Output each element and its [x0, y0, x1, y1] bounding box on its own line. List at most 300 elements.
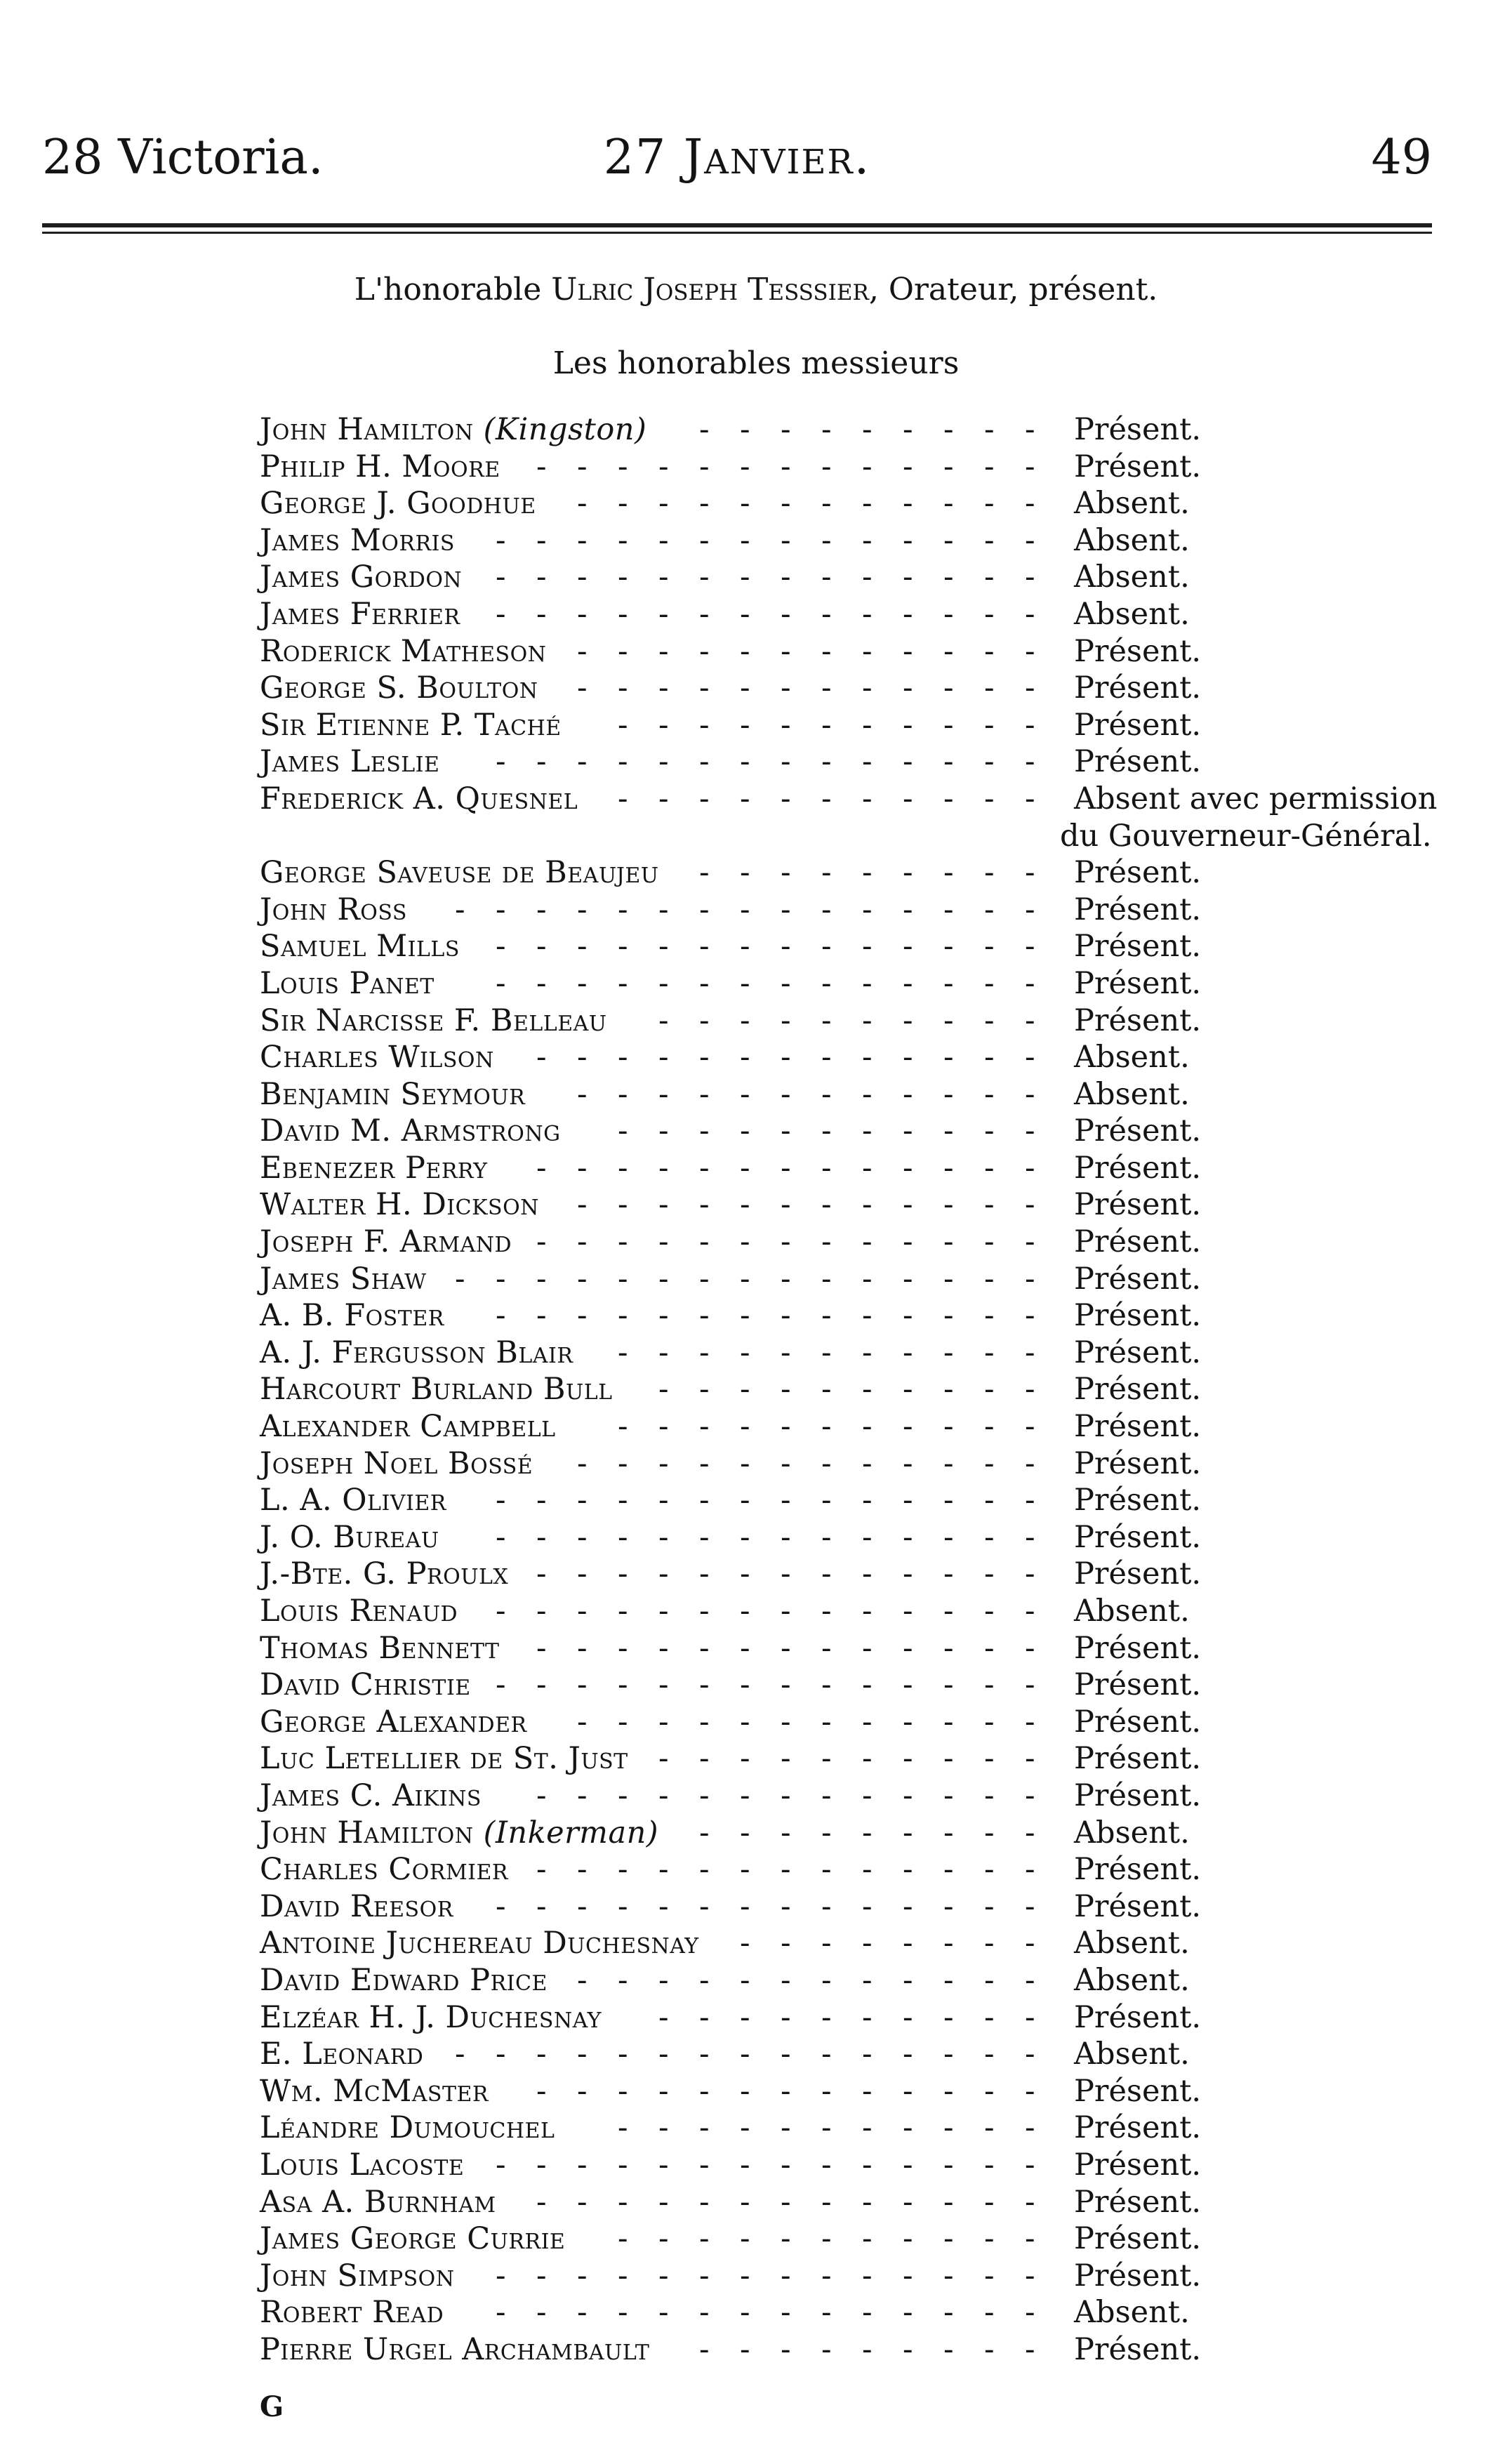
leader-dash: -	[1025, 929, 1035, 965]
leader-dash: -	[821, 929, 832, 965]
leader-dash: -	[821, 1777, 832, 1813]
leader-dash: -	[658, 1852, 669, 1888]
attendance-row	[260, 1999, 1467, 2037]
leader-dash: -	[699, 2295, 710, 2331]
leader-dash: -	[1025, 855, 1035, 891]
leader-dash: -	[1025, 2184, 1035, 2220]
leader-dash: -	[536, 2037, 547, 2072]
leader-dash: -	[658, 1630, 669, 1666]
leader-dash: -	[862, 744, 873, 780]
leader-dash: -	[821, 1888, 832, 1924]
leader-dash: -	[943, 1852, 954, 1888]
leader-dash: -	[903, 2331, 913, 2367]
member-name	[260, 2110, 555, 2147]
leader-dash: -	[781, 1150, 791, 1186]
leader-dash: -	[536, 1483, 547, 1518]
attendance-status: Présent.	[1074, 1261, 1202, 1297]
leader-dash: -	[699, 1335, 710, 1370]
leader-dash: -	[658, 1483, 669, 1518]
leader-dash: -	[781, 2221, 791, 2257]
leader-dash: -	[903, 522, 913, 558]
members-list	[260, 411, 1467, 2368]
leader-dash: -	[618, 1040, 628, 1075]
leader-dash: -	[455, 892, 465, 927]
attendance-row	[260, 2258, 1467, 2295]
leader-dash: -	[699, 1556, 710, 1592]
attendance-row	[260, 2184, 1467, 2221]
leader-dash: -	[1025, 1888, 1035, 1924]
leader-dash: -	[984, 892, 995, 927]
leader-dash: -	[699, 929, 710, 965]
member-name	[260, 559, 462, 596]
leader-dash: -	[984, 2221, 995, 2257]
attendance-row	[260, 1925, 1467, 1962]
leader-dash: -	[658, 1335, 669, 1370]
leader-dash: -	[658, 596, 669, 632]
leader-dash: -	[862, 1741, 873, 1777]
leader-dash: -	[658, 1556, 669, 1592]
leader-dash: -	[1025, 1962, 1035, 1998]
member-name-text: James Leslie	[260, 744, 440, 780]
leader-dash: -	[903, 1962, 913, 1998]
leader-dash: -	[862, 1556, 873, 1592]
member-name-text: David Christie	[260, 1667, 471, 1703]
member-name-text: James C. Aikins	[260, 1777, 482, 1813]
leader-dash: -	[903, 596, 913, 632]
attendance-row	[260, 559, 1467, 596]
leader-dash: -	[781, 781, 791, 816]
attendance-row	[260, 2220, 1467, 2258]
leader-dash: -	[740, 522, 750, 558]
leader-dash: -	[903, 707, 913, 743]
leader-dash: -	[781, 1888, 791, 1924]
leader-dash: -	[903, 1556, 913, 1592]
member-name-text: A. J. Fergusson Blair	[260, 1335, 573, 1370]
attendance-status: Présent.	[1074, 2221, 1202, 2257]
attendance-status: Absent.	[1074, 522, 1190, 558]
leader-dash: -	[821, 1667, 832, 1703]
leader-dash: -	[1025, 559, 1035, 595]
leader-dash: -	[496, 2037, 506, 2072]
leader-dash: -	[658, 559, 669, 595]
leader-dash: -	[536, 1630, 547, 1666]
leader-dash: -	[943, 449, 954, 484]
leader-dash: -	[658, 2110, 669, 2146]
leader-dash: -	[618, 1852, 628, 1888]
leader-dash: -	[984, 2037, 995, 2072]
leader-dash: -	[781, 522, 791, 558]
leader-dash: -	[821, 2110, 832, 2146]
leader-dash: -	[862, 1298, 873, 1334]
leader-dash: -	[862, 781, 873, 816]
leader-dash: -	[496, 1888, 506, 1924]
leader-dash: -	[862, 1150, 873, 1186]
leader-dash: -	[658, 965, 669, 1001]
leader-dash: -	[618, 1777, 628, 1813]
attendance-row	[260, 1150, 1467, 1187]
leader-dash: -	[455, 1261, 465, 1297]
leader-dash: -	[821, 2184, 832, 2220]
leader-dash: -	[903, 855, 913, 891]
leader-dash: -	[496, 744, 506, 780]
leader-dash: -	[903, 965, 913, 1001]
leader-dash: -	[943, 2258, 954, 2293]
leader-dash: -	[821, 2221, 832, 2257]
member-name-text: John Simpson	[260, 2258, 455, 2293]
leader-dash: -	[862, 1261, 873, 1297]
leader-dash: -	[496, 522, 506, 558]
leader-dash: -	[618, 2221, 628, 2257]
attendance-status: Présent.	[1074, 1445, 1202, 1481]
leader-dash: -	[943, 2110, 954, 2146]
leader-dash: -	[536, 1298, 547, 1334]
leader-dash: -	[943, 2073, 954, 2109]
member-name	[260, 1186, 539, 1224]
leader-dash: -	[699, 522, 710, 558]
leader-dash: -	[1025, 1999, 1035, 2035]
member-name-text: Sir Etienne P. Taché	[260, 707, 562, 743]
leader-dash: -	[618, 1556, 628, 1592]
leader-dash: -	[740, 449, 750, 484]
leader-dash: -	[1025, 2147, 1035, 2183]
leader-dash: -	[618, 1261, 628, 1297]
member-name	[260, 1740, 628, 1777]
leader-dash: -	[821, 1815, 832, 1850]
leader-dash: -	[984, 2147, 995, 2183]
leader-dash: -	[862, 412, 873, 447]
leader-dash: -	[903, 670, 913, 706]
leader-dash: -	[1025, 1667, 1035, 1703]
leader-dash: -	[740, 1150, 750, 1186]
member-name	[260, 596, 460, 633]
leader-dash: -	[862, 1002, 873, 1038]
leader-dash: -	[943, 1298, 954, 1334]
leader-dash: -	[658, 1519, 669, 1555]
member-name	[260, 449, 500, 486]
leader-dash: -	[536, 1224, 547, 1260]
leader-dash: -	[577, 1445, 588, 1481]
leader-dash: -	[577, 1594, 588, 1629]
member-name	[260, 2294, 444, 2331]
leader-dash: -	[984, 1815, 995, 1850]
leader-dash: -	[1025, 1483, 1035, 1518]
leader-dash: -	[536, 522, 547, 558]
leader-dash: -	[984, 2295, 995, 2331]
leader-dash: -	[821, 1335, 832, 1370]
leader-dash: -	[536, 1667, 547, 1703]
leader-dash: -	[943, 670, 954, 706]
member-name	[260, 1593, 458, 1630]
leader-dash: -	[536, 449, 547, 484]
member-name	[260, 522, 455, 559]
leader-dash: -	[699, 965, 710, 1001]
leader-dash: -	[740, 1777, 750, 1813]
leader-dash: -	[618, 633, 628, 669]
leader-dash: -	[1025, 1741, 1035, 1777]
leader-dash: -	[577, 1150, 588, 1186]
leader-dash: -	[984, 1113, 995, 1149]
leader-dash: -	[699, 1445, 710, 1481]
attendance-status: Présent.	[1074, 1409, 1202, 1445]
leader-dash: -	[984, 2331, 995, 2367]
leader-dash: -	[984, 1409, 995, 1445]
leader-dash: -	[862, 1335, 873, 1370]
leader-dash: -	[658, 2037, 669, 2072]
member-name-text: Ebenezer Perry	[260, 1150, 488, 1186]
leader-dash: -	[821, 781, 832, 816]
leader-dash: -	[1025, 633, 1035, 669]
leader-dash: -	[658, 781, 669, 816]
attendance-status: Absent.	[1074, 2037, 1190, 2072]
leader-dash: -	[821, 412, 832, 447]
leader-dash: -	[821, 744, 832, 780]
leader-dash: -	[1025, 707, 1035, 743]
leader-dash: -	[740, 2110, 750, 2146]
leader-dash: -	[658, 1113, 669, 1149]
members-subheading: Les honorables messieurs	[552, 345, 960, 381]
leader-dash: -	[862, 449, 873, 484]
leader-dash: -	[781, 2331, 791, 2367]
leader-dash: -	[658, 1594, 669, 1629]
running-header	[42, 126, 1432, 190]
leader-dash: -	[1025, 965, 1035, 1001]
leader-dash: -	[577, 1076, 588, 1112]
leader-dash: -	[658, 2073, 669, 2109]
member-name-text: Joseph F. Armand	[260, 1224, 512, 1260]
attendance-status: Présent.	[1074, 1372, 1202, 1408]
leader-dash: -	[862, 892, 873, 927]
leader-dash: -	[658, 1888, 669, 1924]
leader-dash: -	[862, 633, 873, 669]
leader-dash: -	[740, 1076, 750, 1112]
attendance-row	[260, 781, 1467, 818]
leader-dash: -	[740, 1224, 750, 1260]
leader-dash: -	[740, 1187, 750, 1223]
leader-dash: -	[943, 1777, 954, 1813]
leader-dash: -	[740, 1926, 750, 1961]
member-name-text: James Shaw	[260, 1261, 427, 1297]
leader-dash: -	[943, 965, 954, 1001]
leader-dash: -	[699, 1704, 710, 1740]
leader-dash: -	[781, 633, 791, 669]
attendance-row	[260, 1556, 1467, 1593]
leader-dash: -	[699, 596, 710, 632]
leader-dash: -	[984, 1926, 995, 1961]
leader-dash: -	[781, 1483, 791, 1518]
attendance-status: Présent.	[1074, 1002, 1202, 1038]
leader-dash: -	[1025, 2331, 1035, 2367]
leader-dash: -	[903, 1667, 913, 1703]
leader-dash: -	[618, 1076, 628, 1112]
attendance-row	[260, 1224, 1467, 1261]
leader-dash: -	[943, 1594, 954, 1629]
leader-dash: -	[984, 781, 995, 816]
leader-dash: -	[862, 596, 873, 632]
leader-dash: -	[984, 1852, 995, 1888]
leader-dash: -	[862, 2221, 873, 2257]
speaker-prefix: L'honorable	[354, 272, 542, 307]
leader-dash: -	[618, 486, 628, 522]
leader-dash: -	[699, 1962, 710, 1998]
member-name-text: George Saveuse de Beaujeu	[260, 855, 659, 891]
leader-dash: -	[781, 1002, 791, 1038]
leader-dash: -	[618, 1150, 628, 1186]
leader-dash: -	[862, 1704, 873, 1740]
leader-dash: -	[862, 965, 873, 1001]
leader-dash: -	[943, 1076, 954, 1112]
leader-dash: -	[862, 1409, 873, 1445]
member-name	[260, 1297, 444, 1335]
leader-dash: -	[781, 707, 791, 743]
leader-dash: -	[536, 744, 547, 780]
leader-dash: -	[781, 892, 791, 927]
leader-dash: -	[496, 965, 506, 1001]
leader-dash: -	[984, 1667, 995, 1703]
leader-dash: -	[943, 596, 954, 632]
leader-dash: -	[862, 1667, 873, 1703]
leader-dash: -	[496, 929, 506, 965]
attendance-status: Absent.	[1074, 559, 1190, 595]
leader-dash: -	[821, 707, 832, 743]
leader-dash: -	[658, 707, 669, 743]
leader-dash: -	[903, 1999, 913, 2035]
member-name-text: Frederick A. Quesnel	[260, 781, 578, 816]
attendance-row	[260, 854, 1467, 892]
leader-dash: -	[862, 1630, 873, 1666]
leader-dash: -	[577, 892, 588, 927]
attendance-row	[260, 1482, 1467, 1519]
leader-dash: -	[943, 1519, 954, 1555]
member-name-text: L. A. Olivier	[260, 1483, 446, 1518]
attendance-row	[260, 707, 1467, 744]
leader-dash: -	[658, 1741, 669, 1777]
attendance-status: Présent.	[1074, 892, 1202, 927]
leader-dash: -	[862, 1372, 873, 1408]
leader-dash: -	[943, 1483, 954, 1518]
leader-dash: -	[903, 2037, 913, 2072]
leader-dash: -	[862, 522, 873, 558]
leader-dash: -	[903, 559, 913, 595]
leader-dash: -	[781, 596, 791, 632]
leader-dash: -	[862, 670, 873, 706]
leader-dash: -	[740, 744, 750, 780]
attendance-status: Présent.	[1074, 670, 1202, 706]
leader-dash: -	[862, 2073, 873, 2109]
leader-dash: -	[536, 2147, 547, 2183]
leader-dash: -	[658, 744, 669, 780]
leader-dash: -	[943, 929, 954, 965]
leader-dash: -	[658, 2184, 669, 2220]
leader-dash: -	[740, 2073, 750, 2109]
leader-dash: -	[781, 1815, 791, 1850]
leader-dash: -	[943, 1372, 954, 1408]
leader-dash: -	[1025, 1261, 1035, 1297]
leader-dash: -	[618, 2258, 628, 2293]
leader-dash: -	[536, 1519, 547, 1555]
leader-dash: -	[740, 2331, 750, 2367]
leader-dash: -	[943, 744, 954, 780]
leader-dash: -	[699, 1483, 710, 1518]
member-name-text: Louis Renaud	[260, 1594, 458, 1629]
leader-dash: -	[699, 1372, 710, 1408]
leader-dash: -	[699, 1002, 710, 1038]
leader-dash: -	[984, 486, 995, 522]
leader-dash: -	[740, 1815, 750, 1850]
leader-dash: -	[577, 670, 588, 706]
attendance-row	[260, 2036, 1467, 2073]
attendance-status: Présent.	[1074, 965, 1202, 1001]
member-name-text: Antoine Juchereau Duchesnay	[260, 1926, 699, 1961]
leader-dash: -	[984, 1224, 995, 1260]
leader-dash: -	[903, 1002, 913, 1038]
leader-dash: -	[658, 449, 669, 484]
attendance-status: Présent.	[1074, 1741, 1202, 1777]
attendance-row	[260, 892, 1467, 929]
leader-dash: -	[577, 1888, 588, 1924]
attendance-row	[260, 2147, 1467, 2184]
leader-dash: -	[984, 1519, 995, 1555]
attendance-row	[260, 1186, 1467, 1224]
leader-dash: -	[618, 1445, 628, 1481]
member-name	[260, 2073, 489, 2110]
attendance-status: Absent.	[1074, 1962, 1190, 1998]
leader-dash: -	[618, 2184, 628, 2220]
leader-dash: -	[903, 1777, 913, 1813]
leader-dash: -	[984, 1187, 995, 1223]
leader-dash: -	[862, 2295, 873, 2331]
leader-dash: -	[781, 1741, 791, 1777]
leader-dash: -	[496, 596, 506, 632]
leader-dash: -	[862, 2331, 873, 2367]
leader-dash: -	[577, 1298, 588, 1334]
leader-dash: -	[943, 1002, 954, 1038]
leader-dash: -	[984, 1999, 995, 2035]
member-name-text: James Ferrier	[260, 596, 460, 632]
leader-dash: -	[862, 1445, 873, 1481]
leader-dash: -	[618, 1483, 628, 1518]
leader-dash: -	[618, 1704, 628, 1740]
leader-dash: -	[903, 1040, 913, 1075]
member-name	[260, 670, 538, 707]
member-name-text: James George Currie	[260, 2221, 566, 2257]
attendance-status: Présent.	[1074, 1483, 1202, 1518]
leader-dash: -	[618, 1667, 628, 1703]
leader-dash: -	[577, 2295, 588, 2331]
leader-dash: -	[862, 855, 873, 891]
leader-dash: -	[1025, 486, 1035, 522]
leader-dash: -	[903, 1888, 913, 1924]
leader-dash: -	[943, 1335, 954, 1370]
leader-dash: -	[781, 1445, 791, 1481]
leader-dash: -	[740, 1409, 750, 1445]
leader-dash: -	[740, 1704, 750, 1740]
leader-dash: -	[943, 781, 954, 816]
attendance-row	[260, 1815, 1467, 1852]
member-name-text: David M. Armstrong	[260, 1113, 561, 1149]
leader-dash: -	[821, 2073, 832, 2109]
attendance-row	[260, 1851, 1467, 1888]
member-name	[260, 1888, 453, 1926]
leader-dash: -	[821, 596, 832, 632]
member-name	[260, 2258, 455, 2295]
attendance-row	[260, 743, 1467, 781]
attendance-status: Absent.	[1074, 1076, 1190, 1112]
leader-dash: -	[699, 1187, 710, 1223]
member-name	[260, 1482, 446, 1519]
leader-dash: -	[618, 744, 628, 780]
leader-dash: -	[903, 1298, 913, 1334]
leader-dash: -	[943, 1962, 954, 1998]
